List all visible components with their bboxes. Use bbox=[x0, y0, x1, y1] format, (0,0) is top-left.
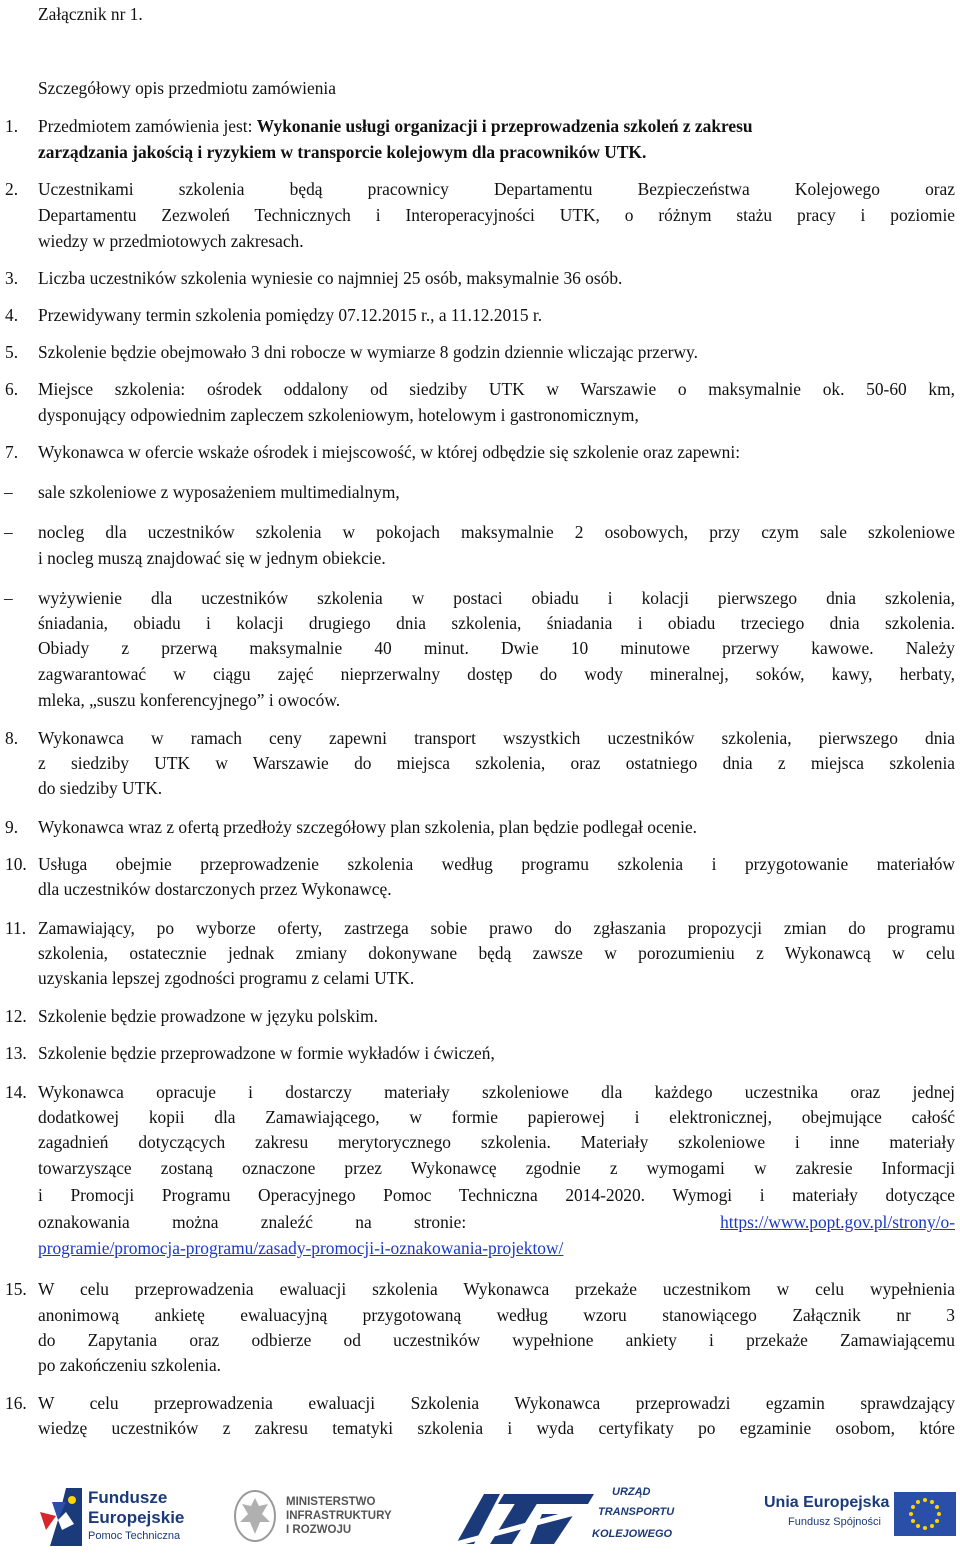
popt-link-continued[interactable]: programie/promocja-programu/zasady-promocji-i-oznakowania-projektow/ bbox=[38, 1238, 564, 1258]
item-14-line-2: dodatkowej kopii dla Zamawiającego, w formie papierowej i elektronicznej, obejmujące całość bbox=[38, 1107, 955, 1127]
utk-logo bbox=[446, 1480, 716, 1556]
item-number: 11. bbox=[5, 918, 27, 938]
fundusze-europejskie-logo bbox=[36, 1484, 196, 1550]
bullet-3-line-1: wyżywienie dla uczestników szkolenia w postaci obiadu i kolacji pierwszego dnia szkolenia, bbox=[38, 588, 955, 608]
eu-logo bbox=[764, 1490, 954, 1546]
utk-mark-icon bbox=[446, 1484, 596, 1548]
item-number: 1. bbox=[5, 116, 19, 136]
eu-line-1: Unia Europejska bbox=[764, 1494, 890, 1511]
fe-line-1: Fundusze bbox=[88, 1488, 168, 1507]
item-7-line-1: Wykonawca w ofercie wskaże ośrodek i miejscowość, w której odbędzie się szkolenie oraz zapewni: bbox=[38, 442, 741, 462]
item-6-line-2: dysponujący odpowiednim zapleczem szkoleniowym, hotelowym i gastronomicznym, bbox=[38, 405, 639, 425]
item-number: 16. bbox=[5, 1393, 27, 1413]
document-title: Szczegółowy opis przedmiotu zamówienia bbox=[38, 78, 336, 98]
utk-line-2: TRANSPORTU bbox=[598, 1506, 675, 1518]
item-10-line-2: dla uczestników dostarczonych przez Wykonawcę. bbox=[38, 879, 392, 899]
item-15-line-1: W celu przeprowadzenia ewaluacji szkolenia Wykonawca przekaże uczestnikom w celu wypełnienia bbox=[38, 1279, 955, 1299]
bullet-3-line-2: śniadania, obiadu i kolacji drugiego dnia szkolenia, śniadania i obiadu trzeciego dnia szkolenia. bbox=[38, 613, 955, 633]
item-6-line-1: Miejsce szkolenia: ośrodek oddalony od siedziby UTK w Warszawie o maksymalnie ok. 50-60 km, bbox=[38, 379, 955, 399]
item-number: 7. bbox=[5, 442, 19, 462]
item-number: 5. bbox=[5, 342, 19, 362]
item-5-line-1: Szkolenie będzie obejmowało 3 dni robocze w wymiarze 8 godzin dziennie wliczając przerwy. bbox=[38, 342, 698, 362]
subject-title: Wykonanie usługi organizacji i przeprowadzenia szkoleń z zakresu bbox=[256, 116, 753, 136]
bullet-1-line-1: sale szkoleniowe z wyposażeniem multimedialnym, bbox=[38, 482, 400, 502]
footer-logo-bar bbox=[0, 1470, 960, 1558]
item-2-line-2: Departamentu Zezwoleń Technicznych i Interoperacyjności UTK, o różnym stażu pracy i poziomie bbox=[38, 205, 955, 225]
bullet-dash: – bbox=[4, 588, 13, 608]
item-2-line-3: wiedzy w przedmiotowych zakresach. bbox=[38, 231, 304, 251]
item-15-line-2: anonimową ankietę ewaluacyjną przygotowaną według wzoru stanowiącego Załącznik nr 3 bbox=[38, 1305, 955, 1325]
bullet-3-line-4: zagwarantować w ciągu zajęć nieprzerwalny dostęp do wody mineralnej, soków, kawy, herbaty, bbox=[38, 664, 955, 684]
item-number: 14. bbox=[5, 1082, 27, 1102]
fe-line-3: Pomoc Techniczna bbox=[88, 1530, 181, 1542]
ministry-line-1: MINISTERSTWO bbox=[286, 1496, 376, 1508]
star-emblem-icon bbox=[36, 1484, 88, 1550]
item-11-line-3: uzyskania lepszej zgodności programu z celami UTK. bbox=[38, 968, 415, 988]
bullet-3-line-3: Obiady z przerwą maksymalnie 40 minut. Dwie 10 minutowe przerwy kawowe. Należy bbox=[38, 638, 955, 658]
ministry-line-3: I ROZWOJU bbox=[286, 1524, 352, 1536]
item-10-line-1: Usługa obejmie przeprowadzenie szkolenia według programu szkolenia i przygotowanie materiałów bbox=[38, 854, 955, 874]
eu-flag-icon bbox=[894, 1492, 956, 1536]
item-3-line-1: Liczba uczestników szkolenia wyniesie co najmniej 25 osób, maksymalnie 36 osób. bbox=[38, 268, 623, 288]
item-14-line-3: zagadnień dotyczących zakresu merytorycznego szkolenia. Materiały szkoleniowe i inne materiały bbox=[38, 1132, 955, 1152]
item-16-line-1: W celu przeprowadzenia ewaluacji Szkolenia Wykonawca przeprowadzi egzamin sprawdzający bbox=[38, 1393, 955, 1413]
item-14-line-4: towarzyszące zostaną oznaczone przez Wykonawcę zgodnie z wymogami w zakresie Informacji bbox=[38, 1158, 955, 1178]
item-8-line-1: Wykonawca w ramach ceny zapewni transport wszystkich uczestników szkolenia, pierwszego dnia bbox=[38, 728, 955, 748]
item-number: 10. bbox=[5, 854, 27, 874]
item-15-line-4: po zakończeniu szkolenia. bbox=[38, 1355, 222, 1375]
item-number: 6. bbox=[5, 379, 19, 399]
ministry-line-2: INFRASTRUKTURY bbox=[286, 1510, 392, 1522]
item-number: 13. bbox=[5, 1043, 27, 1063]
bullet-3-line-5: mleka, „suszu konferencyjnego” i owoców. bbox=[38, 690, 341, 710]
bullet-2-line-2: i nocleg muszą znajdować się w jednym obiekcie. bbox=[38, 548, 386, 568]
eu-line-2: Fundusz Spójności bbox=[788, 1516, 881, 1528]
item-16-line-2: wiedzę uczestników z zakresu tematyki szkolenia i wyda certyfikaty po egzaminie osobom, które bbox=[38, 1418, 955, 1438]
item-1-line-2: zarządzania jakością i ryzykiem w transporcie kolejowym dla pracowników UTK. bbox=[38, 142, 647, 162]
item-15-line-3: do Zapytania oraz odbierze od uczestników wypełnione ankiety i przekaże Zamawiającemu bbox=[38, 1330, 955, 1350]
utk-line-3: KOLEJOWEGO bbox=[592, 1528, 673, 1540]
item-number: 4. bbox=[5, 305, 19, 325]
item-11-line-1: Zamawiający, po wyborze oferty, zastrzega sobie prawo do zgłaszania propozycji zmian do programu bbox=[38, 918, 955, 938]
item-number: 8. bbox=[5, 728, 19, 748]
attachment-label: Załącznik nr 1. bbox=[38, 4, 143, 24]
item-2-line-1: Uczestnikami szkolenia będą pracownicy Departamentu Bezpieczeństwa Kolejowego oraz bbox=[38, 179, 955, 199]
item-14-line-6: oznakowania można znaleźć na stronie: https://www.popt.gov.pl/strony/o- bbox=[38, 1212, 955, 1232]
bullet-2-line-1: nocleg dla uczestników szkolenia w pokojach maksymalnie 2 osobowych, przy czym sale szkoleniowe bbox=[38, 522, 955, 542]
utk-line-1: URZĄD bbox=[612, 1486, 651, 1498]
item-number: 12. bbox=[5, 1006, 27, 1026]
item-12-line-1: Szkolenie będzie prowadzone w języku polskim. bbox=[38, 1006, 378, 1026]
item-13-line-1: Szkolenie będzie przeprowadzone w formie wykładów i ćwiczeń, bbox=[38, 1043, 495, 1063]
popt-link[interactable]: https://www.popt.gov.pl/strony/o- bbox=[720, 1212, 955, 1232]
item-9-line-1: Wykonawca wraz z ofertą przedłoży szczegółowy plan szkolenia, plan będzie podlegał ocenie. bbox=[38, 817, 698, 837]
bullet-dash: – bbox=[4, 522, 13, 542]
item-14-line-1: Wykonawca opracuje i dostarczy materiały szkoleniowe dla każdego uczestnika oraz jednej bbox=[38, 1082, 955, 1102]
eagle-emblem-icon bbox=[232, 1488, 278, 1544]
item-11-line-2: szkolenia, ostatecznie jednak zmiany dokonywane będą zawsze w porozumieniu z Wykonawcą w celu bbox=[38, 943, 955, 963]
item-number: 15. bbox=[5, 1279, 27, 1299]
item-8-line-2: z siedziby UTK w Warszawie do miejsca szkolenia, oraz ostatniego dnia z miejsca szkolenia bbox=[38, 753, 955, 773]
ministry-logo bbox=[232, 1488, 412, 1548]
item-1-line-1: Przedmiotem zamówienia jest: Wykonanie usługi organizacji i przeprowadzenia szkoleń z zakresu bbox=[38, 116, 753, 136]
item-number: 9. bbox=[5, 817, 19, 837]
item-number: 2. bbox=[5, 179, 19, 199]
item-4-line-1: Przewidywany termin szkolenia pomiędzy 07.12.2015 r., a 11.12.2015 r. bbox=[38, 305, 543, 325]
item-8-line-3: do siedziby UTK. bbox=[38, 778, 163, 798]
fe-line-2: Europejskie bbox=[88, 1508, 185, 1527]
item-14-line-5: i Promocji Programu Operacyjnego Pomoc Techniczna 2014-2020. Wymogi i materiały dotyczące bbox=[38, 1185, 955, 1205]
bullet-dash: – bbox=[4, 482, 13, 502]
item-number: 3. bbox=[5, 268, 19, 288]
